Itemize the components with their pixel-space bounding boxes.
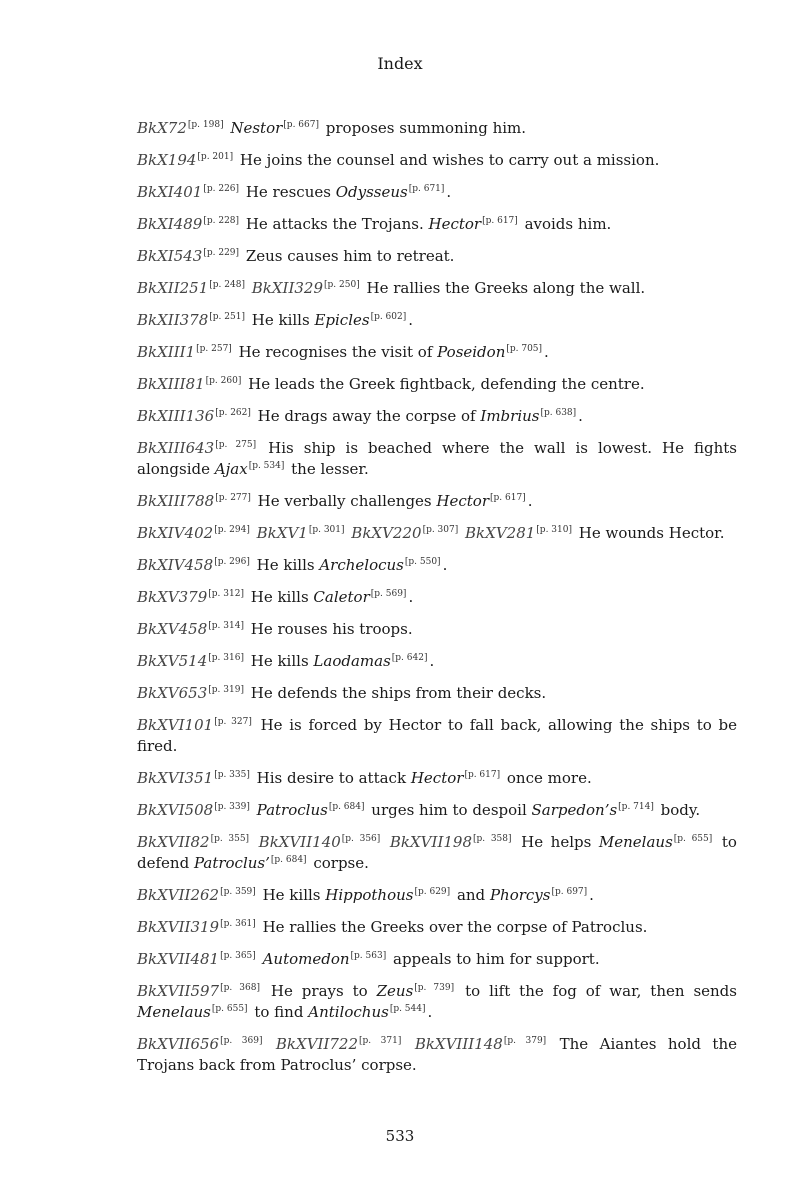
person-name: Ajax — [214, 460, 248, 478]
entry-text: The Aiantes hold the Trojans back from Patroclus’ corpse. — [137, 1035, 737, 1074]
book-line-reference[interactable]: BkXVIII148 — [414, 1035, 503, 1053]
entry-text: He drags away the corpse of — [257, 407, 476, 425]
index-entry — [137, 118, 737, 139]
page-reference[interactable]: [p. 739] — [414, 983, 455, 993]
entry-text: He kills — [262, 886, 321, 904]
entry-text: He rallies the Greeks over the corpse of Patroclus. — [262, 918, 648, 936]
page-reference[interactable]: [p. 226] — [203, 184, 240, 194]
entry-text: to find — [254, 1003, 304, 1021]
book-line-reference[interactable]: BkXV1 — [256, 524, 308, 542]
page-reference[interactable]: [p. 550] — [404, 557, 441, 567]
index-entry — [137, 800, 737, 821]
page-reference[interactable]: [p. 310] — [536, 525, 572, 535]
page-reference[interactable]: [p. 638] — [540, 408, 577, 418]
entry-text: He rescues — [245, 183, 331, 201]
person-name: Antilochus — [308, 1003, 389, 1021]
index-entry — [137, 491, 737, 512]
person-name: Caletor — [313, 588, 370, 606]
entry-text: He kills — [251, 311, 310, 329]
index-entry — [137, 246, 737, 267]
page-reference[interactable]: [p. 296] — [214, 557, 250, 567]
entry-text: . — [527, 492, 533, 510]
person-name: Patroclus — [256, 801, 328, 819]
page-reference[interactable]: [p. 335] — [214, 770, 250, 780]
page-reference[interactable]: [p. 684] — [270, 855, 307, 865]
person-name: Archelocus — [319, 556, 404, 574]
entry-text: proposes summoning him. — [325, 119, 527, 137]
page-reference[interactable]: [p. 248] — [209, 280, 245, 290]
page-reference[interactable]: [p. 339] — [214, 802, 250, 812]
book-line-reference[interactable]: BkXII329 — [251, 279, 324, 297]
book-line-reference[interactable]: BkXV379 — [137, 588, 208, 606]
page-reference[interactable]: [p. 312] — [208, 589, 244, 599]
person-name: Hector — [436, 492, 489, 510]
page-reference[interactable]: [p. 602] — [370, 312, 407, 322]
entry-text: to defend — [137, 833, 737, 872]
index-entry — [137, 374, 737, 395]
index-entry — [137, 651, 737, 672]
entry-text: the lesser. — [291, 460, 369, 478]
entry-text: He kills — [256, 556, 315, 574]
book-line-reference[interactable]: BkXVII82 — [137, 833, 210, 851]
book-line-reference[interactable]: BkXVI351 — [137, 769, 214, 787]
entry-text: He prays to — [270, 982, 368, 1000]
entry-text: . — [578, 407, 583, 425]
page-reference[interactable]: [p. 229] — [203, 248, 240, 258]
entry-text: He rouses his troops. — [250, 620, 413, 638]
page-reference[interactable]: [p. 359] — [220, 887, 256, 897]
page-number: 533 — [385, 1127, 415, 1145]
page-reference[interactable]: [p. 307] — [422, 525, 459, 535]
book-line-reference[interactable]: BkXVII262 — [137, 886, 220, 904]
entry-text: . — [544, 343, 549, 361]
person-name: Zeus — [376, 982, 414, 1000]
page-reference[interactable]: [p. 250] — [324, 280, 360, 290]
entry-text: . — [429, 652, 435, 670]
page-reference[interactable]: [p. 260] — [205, 376, 242, 386]
book-line-reference[interactable]: BkXIV458 — [137, 556, 214, 574]
entry-text: He kills — [250, 588, 309, 606]
index-entry — [137, 949, 737, 970]
entry-text: His ship is beached where the wall is lowest. He fights alongside — [137, 439, 737, 478]
page-reference[interactable]: [p. 358] — [473, 834, 512, 844]
entry-text: He kills — [250, 652, 309, 670]
index-entry — [137, 981, 737, 1023]
book-line-reference[interactable]: BkXVI508 — [137, 801, 214, 819]
person-name: Hector — [428, 215, 482, 233]
index-entry — [137, 150, 737, 171]
page-reference[interactable]: [p. 251] — [209, 312, 245, 322]
entry-text: . — [442, 556, 448, 574]
entry-text: He recognises the visit of — [238, 343, 433, 361]
index-entry — [137, 523, 737, 544]
page-reference[interactable]: [p. 544] — [389, 1004, 426, 1014]
page-reference[interactable]: [p. 617] — [490, 493, 526, 503]
index-entry — [137, 555, 737, 576]
page-reference[interactable]: [p. 368] — [220, 983, 260, 993]
page-reference[interactable]: [p. 684] — [328, 802, 365, 812]
book-line-reference[interactable]: BkXVII198 — [389, 833, 472, 851]
page-reference[interactable]: [p. 563] — [350, 951, 387, 961]
book-line-reference[interactable]: BkXII251 — [137, 279, 209, 297]
book-line-reference[interactable]: BkXVII481 — [137, 950, 220, 968]
page-reference[interactable]: [p. 697] — [551, 887, 588, 897]
book-line-reference[interactable]: BkX194 — [137, 151, 197, 169]
page-reference[interactable]: [p. 629] — [414, 887, 451, 897]
book-line-reference[interactable]: BkXVII722 — [275, 1035, 359, 1053]
entry-text: His desire to attack — [256, 769, 407, 787]
page-reference[interactable]: [p. 714] — [618, 802, 654, 812]
person-name: Odysseus — [335, 183, 408, 201]
book-line-reference[interactable]: BkXII378 — [137, 311, 209, 329]
page-reference[interactable]: [p. 534] — [248, 461, 285, 471]
entry-text: body. — [660, 801, 701, 819]
book-line-reference[interactable]: BkXI543 — [137, 247, 203, 265]
person-name: Sarpedon’s — [531, 801, 618, 819]
page-reference[interactable]: [p. 655] — [673, 834, 713, 844]
book-line-reference[interactable]: BkXIII643 — [137, 439, 215, 457]
book-line-reference[interactable]: BkXV458 — [137, 620, 208, 638]
index-entry — [137, 406, 737, 427]
index-entry — [137, 832, 737, 874]
page-reference[interactable]: [p. 705] — [506, 344, 543, 354]
page-reference[interactable]: [p. 667] — [283, 120, 319, 130]
page-reference[interactable]: [p. 301] — [308, 525, 345, 535]
page-reference[interactable]: [p. 277] — [215, 493, 251, 503]
entry-text: He is forced by Hector to fall back, allowing the ships to be fired. — [137, 716, 737, 755]
book-line-reference[interactable]: BkXVII597 — [137, 982, 220, 1000]
index-entry — [137, 768, 737, 789]
entry-text: He joins the counsel and wishes to carry out a mission. — [239, 151, 660, 169]
book-line-reference[interactable]: BkXIII136 — [137, 407, 215, 425]
entry-text: once more. — [506, 769, 592, 787]
page-reference[interactable]: [p. 316] — [208, 653, 244, 663]
entry-text: . — [408, 311, 414, 329]
index-entry — [137, 619, 737, 640]
entry-text: to lift the fog of war, then sends — [465, 982, 737, 1000]
page-reference[interactable]: [p. 314] — [208, 621, 244, 631]
page-reference[interactable]: [p. 319] — [208, 685, 244, 695]
page-reference[interactable]: [p. 655] — [211, 1004, 248, 1014]
page-reference[interactable]: [p. 201] — [197, 152, 234, 162]
entry-text: . — [408, 588, 414, 606]
page-reference[interactable]: [p. 569] — [370, 589, 407, 599]
entry-text: . — [589, 886, 594, 904]
page-reference[interactable]: [p. 228] — [203, 216, 240, 226]
book-line-reference[interactable]: BkXIII1 — [137, 343, 196, 361]
person-name: Nestor — [230, 119, 283, 137]
entry-text: He leads the Greek fightback, defending the centre. — [248, 375, 645, 393]
page-reference[interactable]: [p. 294] — [214, 525, 250, 535]
running-header: Index — [377, 54, 423, 73]
entry-text: urges him to despoil — [371, 801, 527, 819]
person-name: Hippothous — [325, 886, 414, 904]
person-name: Imbrius — [480, 407, 540, 425]
book-line-reference[interactable]: BkXVI101 — [137, 716, 214, 734]
index-entry — [137, 1034, 737, 1076]
index-entry — [137, 278, 737, 299]
page-reference[interactable]: [p. 361] — [220, 919, 256, 929]
page-reference[interactable]: [p. 642] — [391, 653, 428, 663]
page-reference[interactable]: [p. 379] — [503, 1036, 547, 1046]
page-reference[interactable]: [p. 617] — [482, 216, 518, 226]
book-line-reference[interactable]: BkXIII788 — [137, 492, 215, 510]
person-name: Epicles — [314, 311, 370, 329]
person-name: Hector — [410, 769, 464, 787]
entry-text: He rallies the Greeks along the wall. — [366, 279, 646, 297]
index-entry — [137, 182, 737, 203]
book-line-reference[interactable]: BkXVII656 — [137, 1035, 220, 1053]
book-line-reference[interactable]: BkXIII81 — [137, 375, 205, 393]
entry-text: He attacks the Trojans. — [245, 215, 424, 233]
page-reference[interactable]: [p. 369] — [220, 1036, 263, 1046]
person-name: Menelaus — [137, 1003, 211, 1021]
page-reference[interactable]: [p. 365] — [220, 951, 256, 961]
entry-text: appeals to him for support. — [393, 950, 600, 968]
entry-text: and — [456, 886, 486, 904]
index-entry-list — [137, 118, 737, 1087]
index-entry — [137, 917, 737, 938]
person-name: Automedon — [262, 950, 350, 968]
entry-text: He helps — [521, 833, 592, 851]
page-reference[interactable]: [p. 671] — [408, 184, 445, 194]
book-line-reference[interactable]: BkXV220 — [351, 524, 422, 542]
book-line-reference[interactable]: BkXV514 — [137, 652, 208, 670]
entry-text: He wounds Hector. — [578, 524, 725, 542]
person-name: Phorcys — [489, 886, 551, 904]
entry-text: . — [427, 1003, 433, 1021]
entry-text: He defends the ships from their decks. — [250, 684, 547, 702]
book-line-reference[interactable]: BkXI489 — [137, 215, 203, 233]
book-line-reference[interactable]: BkXV281 — [465, 524, 536, 542]
index-entry — [137, 885, 737, 906]
index-entry — [137, 438, 737, 480]
entry-text: Zeus causes him to retreat. — [245, 247, 455, 265]
book-line-reference[interactable]: BkXI401 — [137, 183, 203, 201]
entry-text: He verbally challenges — [257, 492, 432, 510]
book-line-reference[interactable]: BkXVII140 — [258, 833, 341, 851]
person-name: Poseidon — [437, 343, 506, 361]
page-reference[interactable]: [p. 198] — [187, 120, 224, 130]
page-reference[interactable]: [p. 355] — [210, 834, 250, 844]
person-name: Laodamas — [313, 652, 391, 670]
book-line-reference[interactable]: BkXV653 — [137, 684, 208, 702]
index-entry — [137, 214, 737, 235]
person-name: Menelaus — [598, 833, 673, 851]
book-line-reference[interactable]: BkX72 — [137, 119, 187, 137]
person-name: Patroclus’ — [193, 854, 270, 872]
book-line-reference[interactable]: BkXVII319 — [137, 918, 220, 936]
page-reference[interactable]: [p. 275] — [215, 440, 257, 450]
entry-text: avoids him. — [524, 215, 612, 233]
book-line-reference[interactable]: BkXIV402 — [137, 524, 214, 542]
page-reference[interactable]: [p. 262] — [215, 408, 251, 418]
page-reference[interactable]: [p. 257] — [196, 344, 232, 354]
entry-text: corpse. — [313, 854, 369, 872]
index-entry — [137, 342, 737, 363]
index-entry — [137, 310, 737, 331]
page-reference[interactable]: [p. 371] — [359, 1036, 402, 1046]
entry-text: . — [446, 183, 452, 201]
page-reference[interactable]: [p. 356] — [341, 834, 381, 844]
page-reference[interactable]: [p. 617] — [464, 770, 501, 780]
index-entry — [137, 683, 737, 704]
index-entry — [137, 715, 737, 757]
page-reference[interactable]: [p. 327] — [214, 717, 252, 727]
index-entry — [137, 587, 737, 608]
